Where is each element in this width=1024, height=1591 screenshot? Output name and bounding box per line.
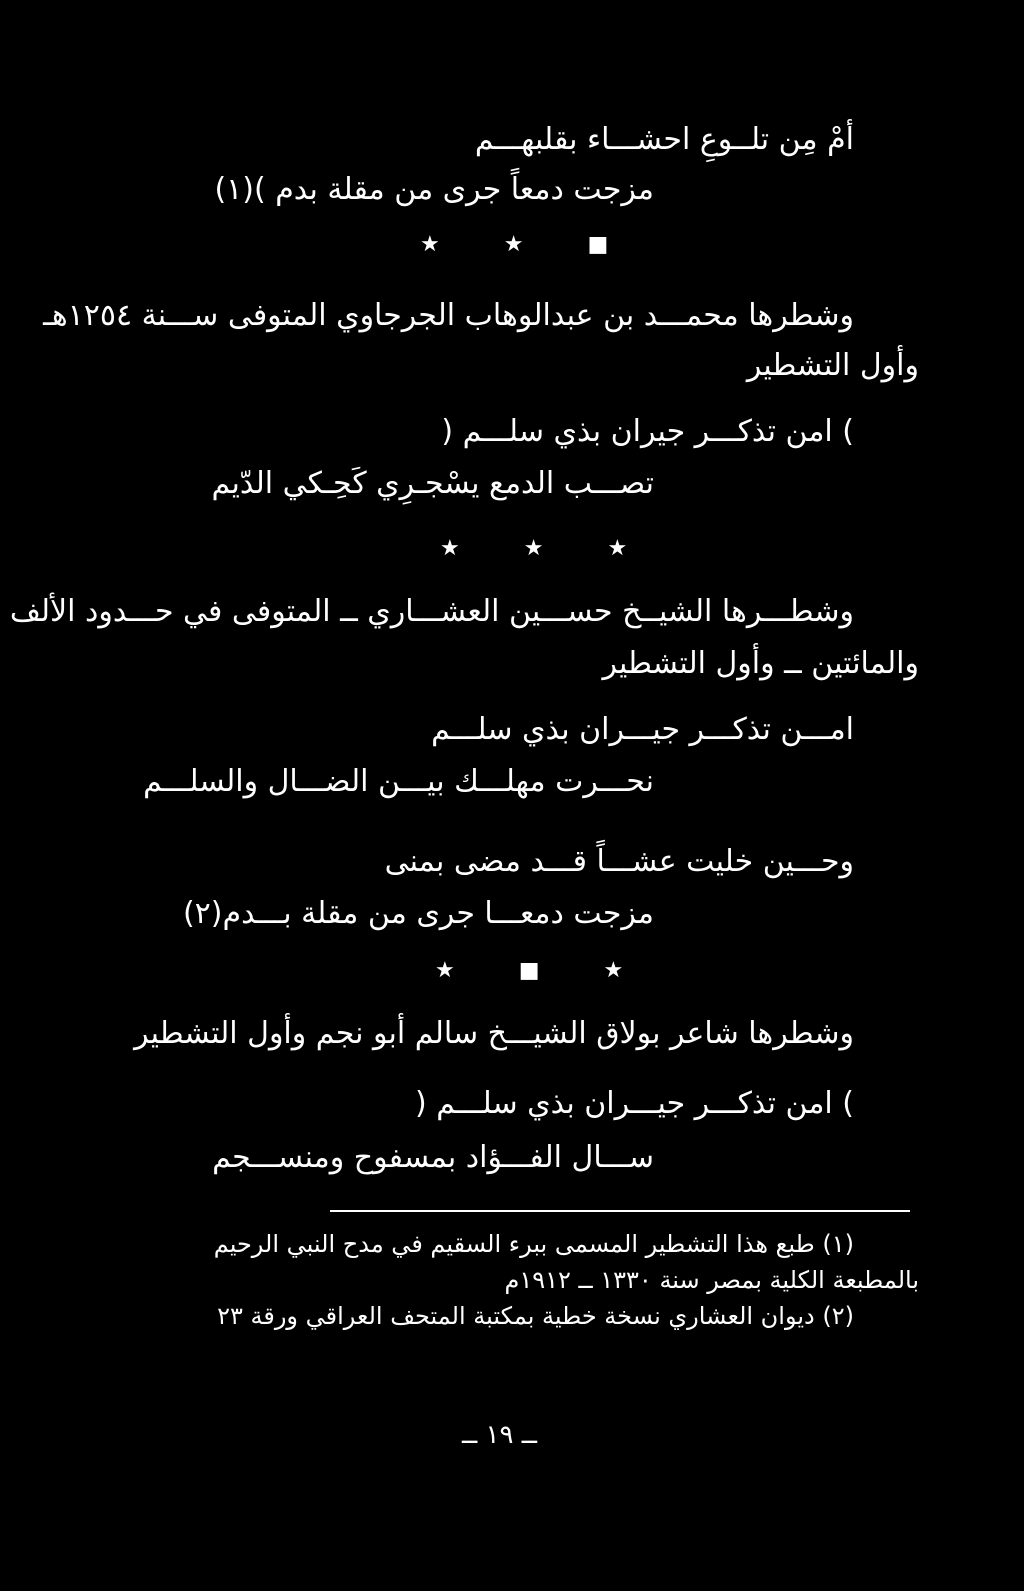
verse-line: أمْ مِن تلــوعِ احشـــاء بقلبهـــم xyxy=(474,122,854,157)
square-ornament: ■ xyxy=(587,232,609,257)
star-ornament: ★ xyxy=(440,536,460,561)
footnote: (٢) ديوان العشاري نسخة خطية بمكتبة المتحف العراقي ورقة ٢٣ xyxy=(217,1302,854,1330)
verse-line: نحـــرت مهلـــك بيـــن الضـــال والسلـــم xyxy=(143,764,654,799)
star-ornament: ★ xyxy=(603,958,624,983)
footnote: بالمطبعة الكلية بمصر سنة ١٣٣٠ ــ ١٩١٢م xyxy=(504,1266,919,1294)
footnote-separator xyxy=(330,1210,910,1212)
attribution-line: وأول التشطير xyxy=(746,348,919,383)
verse-line: ) امن تذكـــر جيـــران بذي سلـــم ( xyxy=(414,1086,854,1121)
star-ornament: ★ xyxy=(420,232,440,257)
attribution-line: وشطرها شاعر بولاق الشيـــخ سالم أبو نجم وأول التشطير xyxy=(134,1016,854,1051)
square-ornament: ■ xyxy=(518,958,540,983)
verse-line: مزجت دمعـــا جرى من مقلة بـــدم(٢) xyxy=(182,896,654,931)
star-ornament: ★ xyxy=(607,536,628,561)
section-ornament xyxy=(440,536,691,561)
verse-line: ) امن تذكـــر جيران بذي سلـــم ( xyxy=(441,414,854,449)
footnote: (١) طبع هذا التشطير المسمى ببرء السقيم في مدح النبي الرحيم xyxy=(213,1230,854,1258)
attribution-line: والمائتين ــ وأول التشطير xyxy=(602,646,919,681)
section-ornament xyxy=(420,232,672,257)
section-ornament xyxy=(435,958,687,983)
page-number: ــ ١٩ ــ xyxy=(462,1420,537,1450)
star-ornament: ★ xyxy=(435,958,455,983)
verse-line: وحـــين خليت عشـــاً قـــد مضى بمنى xyxy=(384,844,854,879)
star-ornament: ★ xyxy=(523,536,544,561)
verse-line: ســـال الفـــؤاد بمسفوح ومنســـجم xyxy=(212,1140,654,1175)
attribution-line: وشطرها محمـــد بن عبدالوهاب الجرجاوي المتوفى ســـنة ١٢٥٤هـ xyxy=(43,298,854,333)
verse-line: امـــن تذكـــر جيـــران بذي سلـــم xyxy=(431,712,854,747)
star-ornament: ★ xyxy=(503,232,524,257)
verse-line: تصـــب الدمع يسْجـرِي كَحِـكي الدّيم xyxy=(211,466,654,501)
verse-line: مزجت دمعاً جرى من مقلة بدم )(١) xyxy=(214,172,654,207)
attribution-line: وشطـــرها الشيــخ حســـين العشـــاري ــ المتوفى في حـــدود الألف xyxy=(9,594,854,629)
